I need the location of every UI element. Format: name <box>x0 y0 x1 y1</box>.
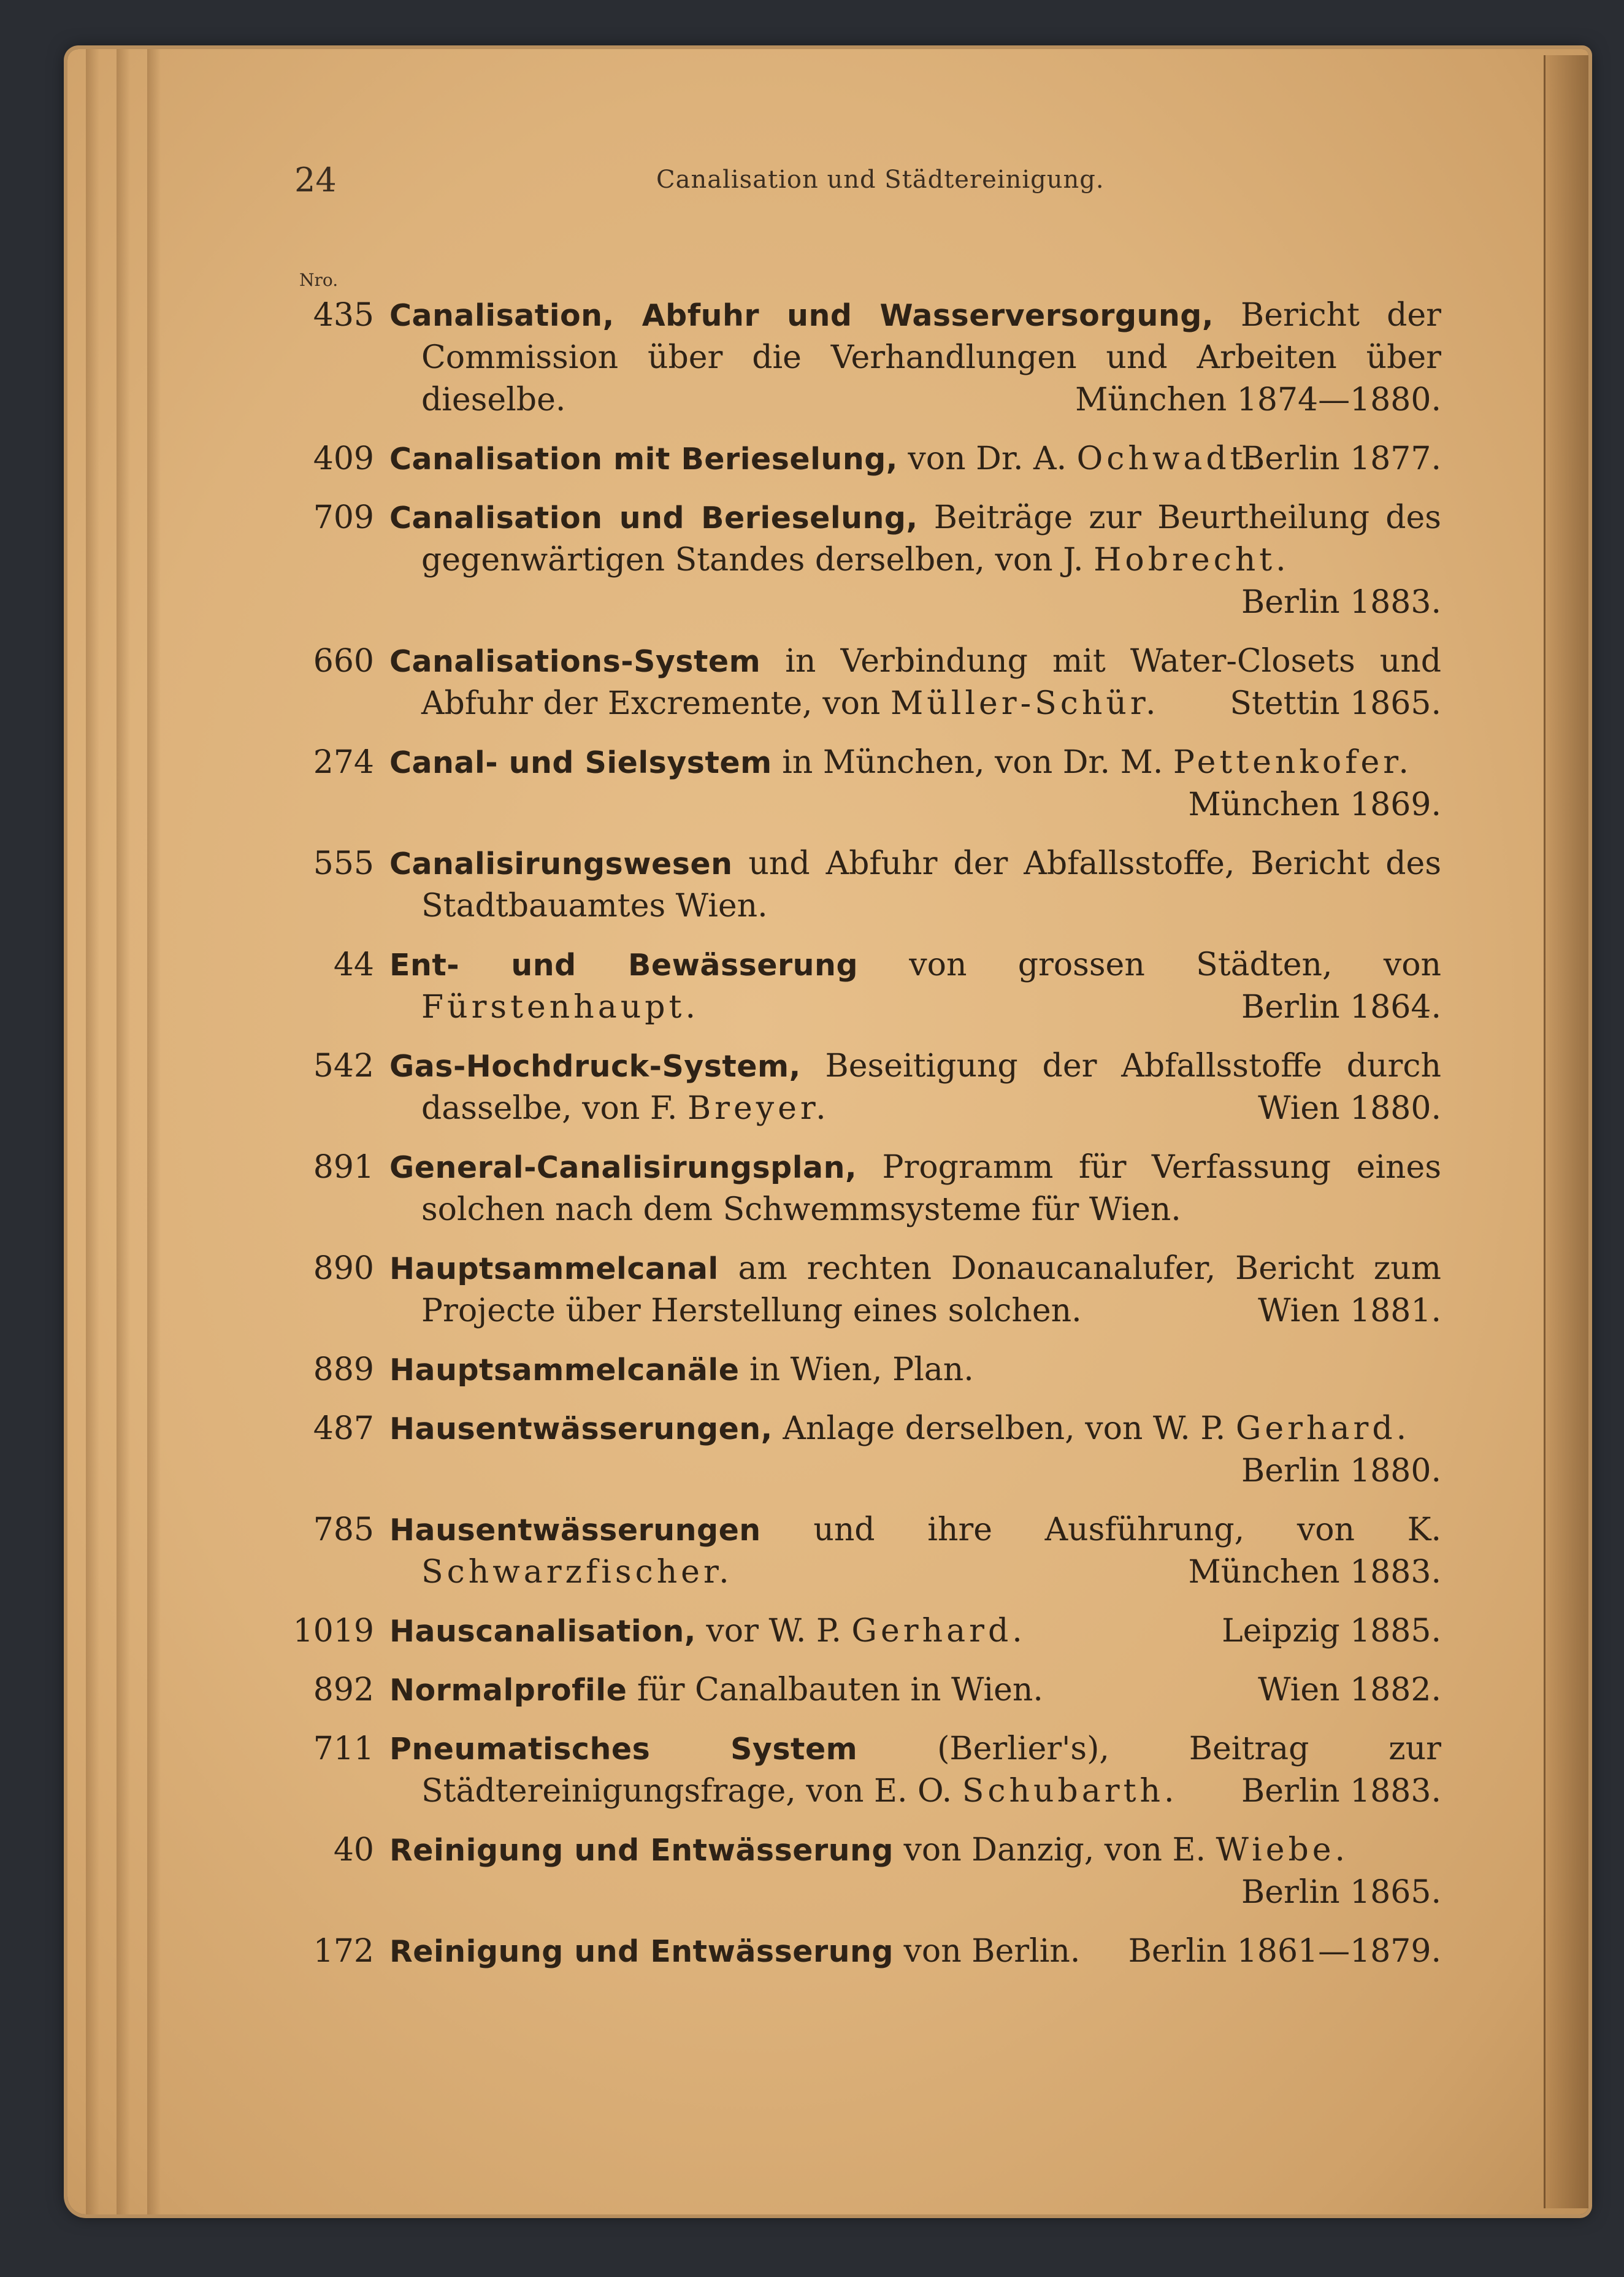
entry-description: und Abfuhr der Abfallsstoffe, Bericht des Stadtbauamtes Wien. <box>421 845 1442 924</box>
entry-place-year: Stettin 1865. <box>1230 685 1441 722</box>
catalogue-entry <box>288 742 1441 826</box>
catalogue-entry <box>288 1509 1441 1594</box>
catalogue-entry <box>288 438 1441 480</box>
entry-body <box>389 1146 1441 1231</box>
catalogue-entry <box>288 294 1441 421</box>
entry-body <box>389 944 1441 1029</box>
page-header <box>0 147 1624 215</box>
entry-description: von Berlin. <box>903 1933 1081 1970</box>
entry-description: Beiträge zur Beurtheilung des gegenwärtigen Standes derselben, von J. <box>421 499 1441 578</box>
entry-term: Hausentwässerungen <box>389 1513 761 1548</box>
entry-place-year: Wien 1882. <box>1258 1672 1441 1708</box>
catalogue-entry <box>288 1669 1441 1711</box>
column-label: Nro. <box>299 270 339 290</box>
entry-term: Reinigung und Entwässerung <box>389 1934 894 1969</box>
entry-number: 542 <box>313 1048 374 1085</box>
catalogue-entry <box>288 1408 1441 1492</box>
entry-description: (Berlier's), Beitrag zur Städtereinigungsfrage, von E. O. <box>421 1730 1441 1810</box>
entry-description: von Danzig, von E. <box>903 1832 1206 1868</box>
entry-number: 891 <box>313 1149 374 1186</box>
entry-body <box>389 1930 1441 1973</box>
entry-author: Breyer. <box>687 1090 830 1127</box>
entry-number: 172 <box>313 1933 374 1970</box>
catalogue-entry <box>288 497 1441 624</box>
entry-number: 487 <box>313 1410 374 1447</box>
entry-author: Fürstenhaupt. <box>421 989 699 1026</box>
entry-term: Canalisation mit Berieselung, <box>389 442 898 477</box>
page-edge-shadow <box>86 49 99 2214</box>
catalogue-entry <box>288 1045 1441 1130</box>
entry-description: in Wien, Plan. <box>749 1351 974 1388</box>
page-edge-shadow <box>147 49 161 2214</box>
entry-author: Wiebe. <box>1216 1832 1349 1868</box>
entry-number: 409 <box>313 440 374 477</box>
entry-number: 889 <box>313 1351 374 1388</box>
entry-author: Hobrecht. <box>1094 542 1290 578</box>
catalogue-entry <box>288 944 1441 1029</box>
entry-place-year: München 1883. <box>1188 1554 1441 1591</box>
entry-place-year: Berlin 1883. <box>1241 1773 1441 1810</box>
entry-term: Hauptsammelcanäle <box>389 1353 740 1388</box>
entry-description: Bericht der Commission über die Verhandlungen und Arbeiten über dieselbe. <box>421 297 1442 418</box>
entry-body <box>389 1045 1441 1130</box>
entry-number: 40 <box>333 1832 374 1868</box>
entry-body <box>389 1248 1441 1332</box>
catalogue-entry <box>288 1829 1441 1914</box>
entry-body <box>389 640 1441 725</box>
entry-number: 890 <box>313 1250 374 1287</box>
entry-description: Beseitigung der Abfallsstoffe durch dasselbe, von F. <box>421 1048 1441 1127</box>
entry-description: Anlage derselben, von W. P. <box>783 1410 1226 1447</box>
entry-term: Canalisation, Abfuhr und Wasserversorgung, <box>389 298 1214 333</box>
entry-number: 555 <box>313 845 374 882</box>
entry-author: Gerhard. <box>851 1613 1026 1649</box>
entry-place-year: Berlin 1883. <box>1241 584 1441 621</box>
entry-description: von grossen Städten, von <box>909 947 1441 983</box>
entry-author: Pettenkofer. <box>1173 744 1412 781</box>
entry-place-year: Berlin 1880. <box>1241 1453 1441 1489</box>
entry-description: von Dr. A. <box>908 440 1067 477</box>
entry-body <box>389 1610 1441 1653</box>
entry-description: in München, von Dr. M. <box>782 744 1163 781</box>
entry-number: 660 <box>313 643 374 680</box>
entry-place-year: Wien 1881. <box>1258 1292 1441 1329</box>
entry-term: Pneumatisches System <box>389 1732 858 1767</box>
page-edge-shadow <box>117 49 130 2214</box>
entry-term: Reinigung und Entwässerung <box>389 1833 894 1868</box>
entry-body <box>389 1728 1441 1813</box>
catalogue-entry <box>288 640 1441 725</box>
entry-term: Canalisation und Berieselung, <box>389 501 918 536</box>
entry-term: General-Canalisirungsplan, <box>389 1150 857 1185</box>
entry-body <box>389 1408 1441 1492</box>
entry-description: in Verbindung mit Water-Closets und Abfuhr der Excremente, von <box>421 643 1442 722</box>
entry-term: Normalprofile <box>389 1673 627 1708</box>
entry-author: Müller-Schür. <box>890 685 1160 722</box>
entry-body <box>389 1509 1441 1594</box>
entry-body <box>389 843 1441 927</box>
entry-number: 274 <box>313 744 374 781</box>
page-fold <box>1544 55 1588 2208</box>
entry-author: Gerhard. <box>1235 1410 1411 1447</box>
catalogue-entry <box>288 1146 1441 1231</box>
entry-place-year: München 1874—1880. <box>1075 382 1441 418</box>
entry-place-year: Berlin 1877. <box>1241 440 1441 477</box>
entry-number: 892 <box>313 1672 374 1708</box>
catalogue-entry <box>288 1930 1441 1973</box>
entry-list <box>288 294 1441 1989</box>
entry-description: vor W. P. <box>706 1613 841 1649</box>
catalogue-entry <box>288 1349 1441 1391</box>
entry-term: Hauptsammelcanal <box>389 1251 719 1286</box>
entry-number: 435 <box>313 297 374 334</box>
entry-body <box>389 294 1441 421</box>
catalogue-entry <box>288 1248 1441 1332</box>
entry-term: Canalisirungswesen <box>389 847 733 881</box>
entry-place-year: München 1869. <box>1188 786 1441 823</box>
entry-body <box>389 438 1441 480</box>
entry-number: 785 <box>313 1511 374 1548</box>
entry-term: Ent- und Bewässerung <box>389 948 859 983</box>
entry-term: Canal- und Sielsystem <box>389 745 772 780</box>
entry-author: Schwarzfischer. <box>421 1554 733 1591</box>
entry-number: 44 <box>333 947 374 983</box>
page-number: 24 <box>294 161 337 199</box>
entry-term: Hauscanalisation, <box>389 1614 696 1649</box>
entry-place-year: Wien 1880. <box>1258 1090 1441 1127</box>
entry-place-year: Berlin 1865. <box>1241 1874 1441 1911</box>
catalogue-entry <box>288 843 1441 927</box>
entry-body <box>389 1349 1441 1391</box>
entry-body <box>389 1669 1441 1711</box>
entry-description: für Canalbauten in Wien. <box>637 1672 1043 1708</box>
entry-body <box>389 1829 1441 1914</box>
running-title: Canalisation und Städtereinigung. <box>656 166 1105 194</box>
entry-place-year: Berlin 1861—1879. <box>1128 1933 1441 1970</box>
entry-author: Ochwadt. <box>1076 440 1261 477</box>
entry-term: Canalisations-System <box>389 644 761 679</box>
entry-number: 709 <box>313 499 374 536</box>
entry-body <box>389 742 1441 826</box>
entry-term: Gas-Hochdruck-System, <box>389 1049 801 1084</box>
entry-description: am rechten Donaucanalufer, Bericht zum Projecte über Herstellung eines solchen. <box>421 1250 1441 1329</box>
entry-term: Hausentwässerungen, <box>389 1411 773 1446</box>
entry-place-year: Leipzig 1885. <box>1222 1613 1441 1649</box>
entry-place-year: Berlin 1864. <box>1241 989 1441 1026</box>
entry-number: 1019 <box>293 1613 374 1649</box>
entry-body <box>389 497 1441 624</box>
entry-number: 711 <box>313 1730 374 1767</box>
entry-description: Programm für Verfassung eines solchen nach dem Schwemmsysteme für Wien. <box>421 1149 1442 1228</box>
catalogue-entry <box>288 1728 1441 1813</box>
entry-description: und ihre Ausführung, von K. <box>813 1511 1442 1548</box>
entry-author: Schubarth. <box>962 1773 1178 1810</box>
catalogue-entry <box>288 1610 1441 1653</box>
